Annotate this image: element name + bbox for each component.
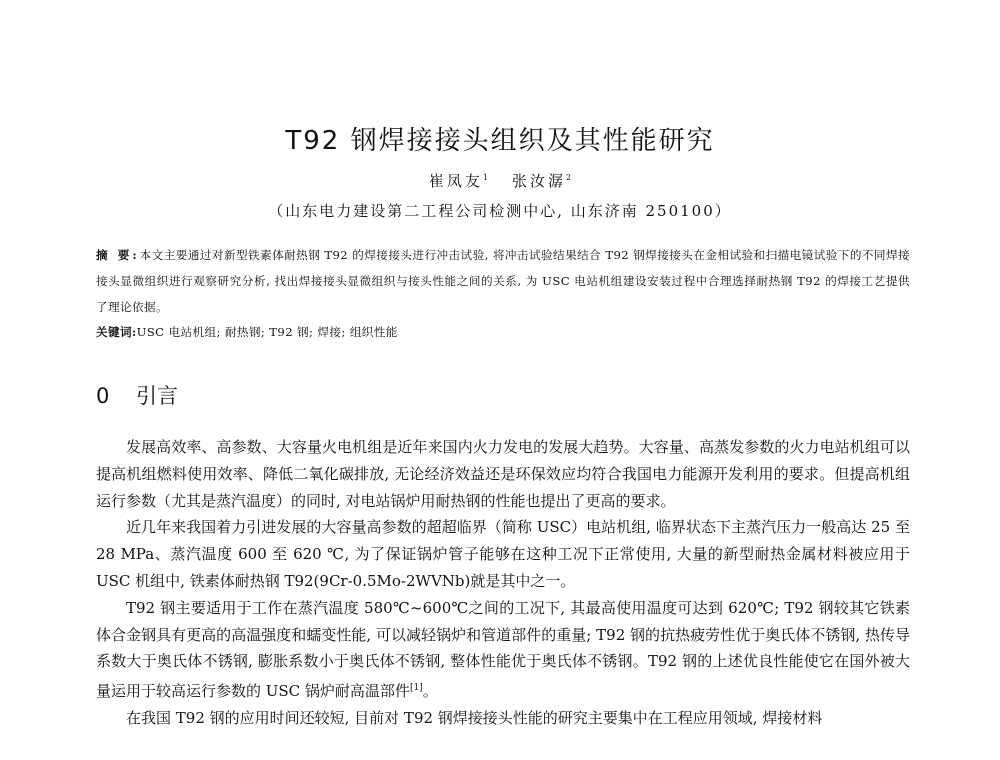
- author-affiliation-mark: 1: [482, 173, 488, 182]
- section-title: 引言: [136, 384, 178, 408]
- affiliation: （山东电力建设第二工程公司检测中心, 山东济南 250100）: [268, 202, 732, 220]
- keywords: [96, 324, 398, 340]
- abstract-label: 摘 要:: [96, 248, 140, 262]
- section-number: 0: [96, 384, 110, 408]
- section-heading: [96, 380, 178, 410]
- paper-title: T92 钢焊接接头组织及其性能研究: [285, 126, 715, 156]
- author-name: 张汝潺: [512, 172, 567, 190]
- paragraph: 近几年来我国着力引进发展的大容量高参数的超超临界（简称 USC）电站机组, 临界状态下主蒸汽压力一般高达 25 至 28 MPa、蒸汽温度 600 至 620 ℃, 为了保证锅炉管子能够在这种工况下正常使用, 大量的新型耐热金属材料被应用于 USC 机组中, 铁素体耐热钢 T92(9Cr-0.5Mo-2WVNb)就是其中之一。: [96, 518, 910, 590]
- abstract-text: 本文主要通过对新型铁素体耐热钢 T92 的焊接接头进行冲击试验, 将冲击试验结果结合 T92 钢焊接接头在金相试验和扫描电镜试验下的不同焊接接头显微组织进行观察研究分析, 找出焊接接头显微组织与接头性能之间的关系, 为 USC 电站机组建设安装过程中合理选择耐热钢 T92 的焊接工艺提供了理论依据。: [96, 248, 911, 314]
- abstract: [96, 242, 910, 320]
- author-name: 崔凤友: [428, 172, 483, 190]
- paragraph: 在我国 T92 钢的应用时间还较短, 目前对 T92 钢焊接接头性能的研究主要集中在工程应用领域, 焊接材料: [126, 708, 823, 727]
- keywords-text: USC 电站机组; 耐热钢; T92 钢; 焊接; 组织性能: [136, 325, 398, 339]
- paragraph: [96, 595, 910, 705]
- paragraph-text: T92 钢主要适用于工作在蒸汽温度 580℃~600℃之间的工况下, 其最高使用温度可达到 620℃; T92 钢较其它铁素体合金钢具有更高的高温强度和蠕变性能, 可以减轻锅炉和管道部件的重量; T92 钢的抗热疲劳性优于奥氏体不锈钢, 热传导系数大于奥氏体不锈钢, 膨胀系数小于奥氏体不锈钢, 整体性能优于奥氏体不锈钢。T92 钢的上述优良性能使它在国外被大量运用于较高运行参数的 USC 锅炉耐高温部件: [96, 598, 910, 701]
- citation-mark: [1]: [409, 683, 423, 694]
- author-affiliation-mark: 2: [566, 173, 572, 182]
- paragraph: 发展高效率、高参数、大容量火电机组是近年来国内火力发电的发展大趋势。大容量、高蒸发参数的火力电站机组可以提高机组燃料使用效率、降低二氧化碳排放, 无论经济效益还是环保效应均符合我国电力能源开发利用的要求。但提高机组运行参数（尤其是蒸汽温度）的同时, 对电站锅炉用耐热钢的性能也提出了更高的要求。: [96, 438, 910, 510]
- keywords-label: 关键词:: [96, 325, 137, 339]
- paragraph-end: 。: [422, 682, 438, 701]
- author-line: [0, 170, 1000, 191]
- body-text: [96, 434, 910, 732]
